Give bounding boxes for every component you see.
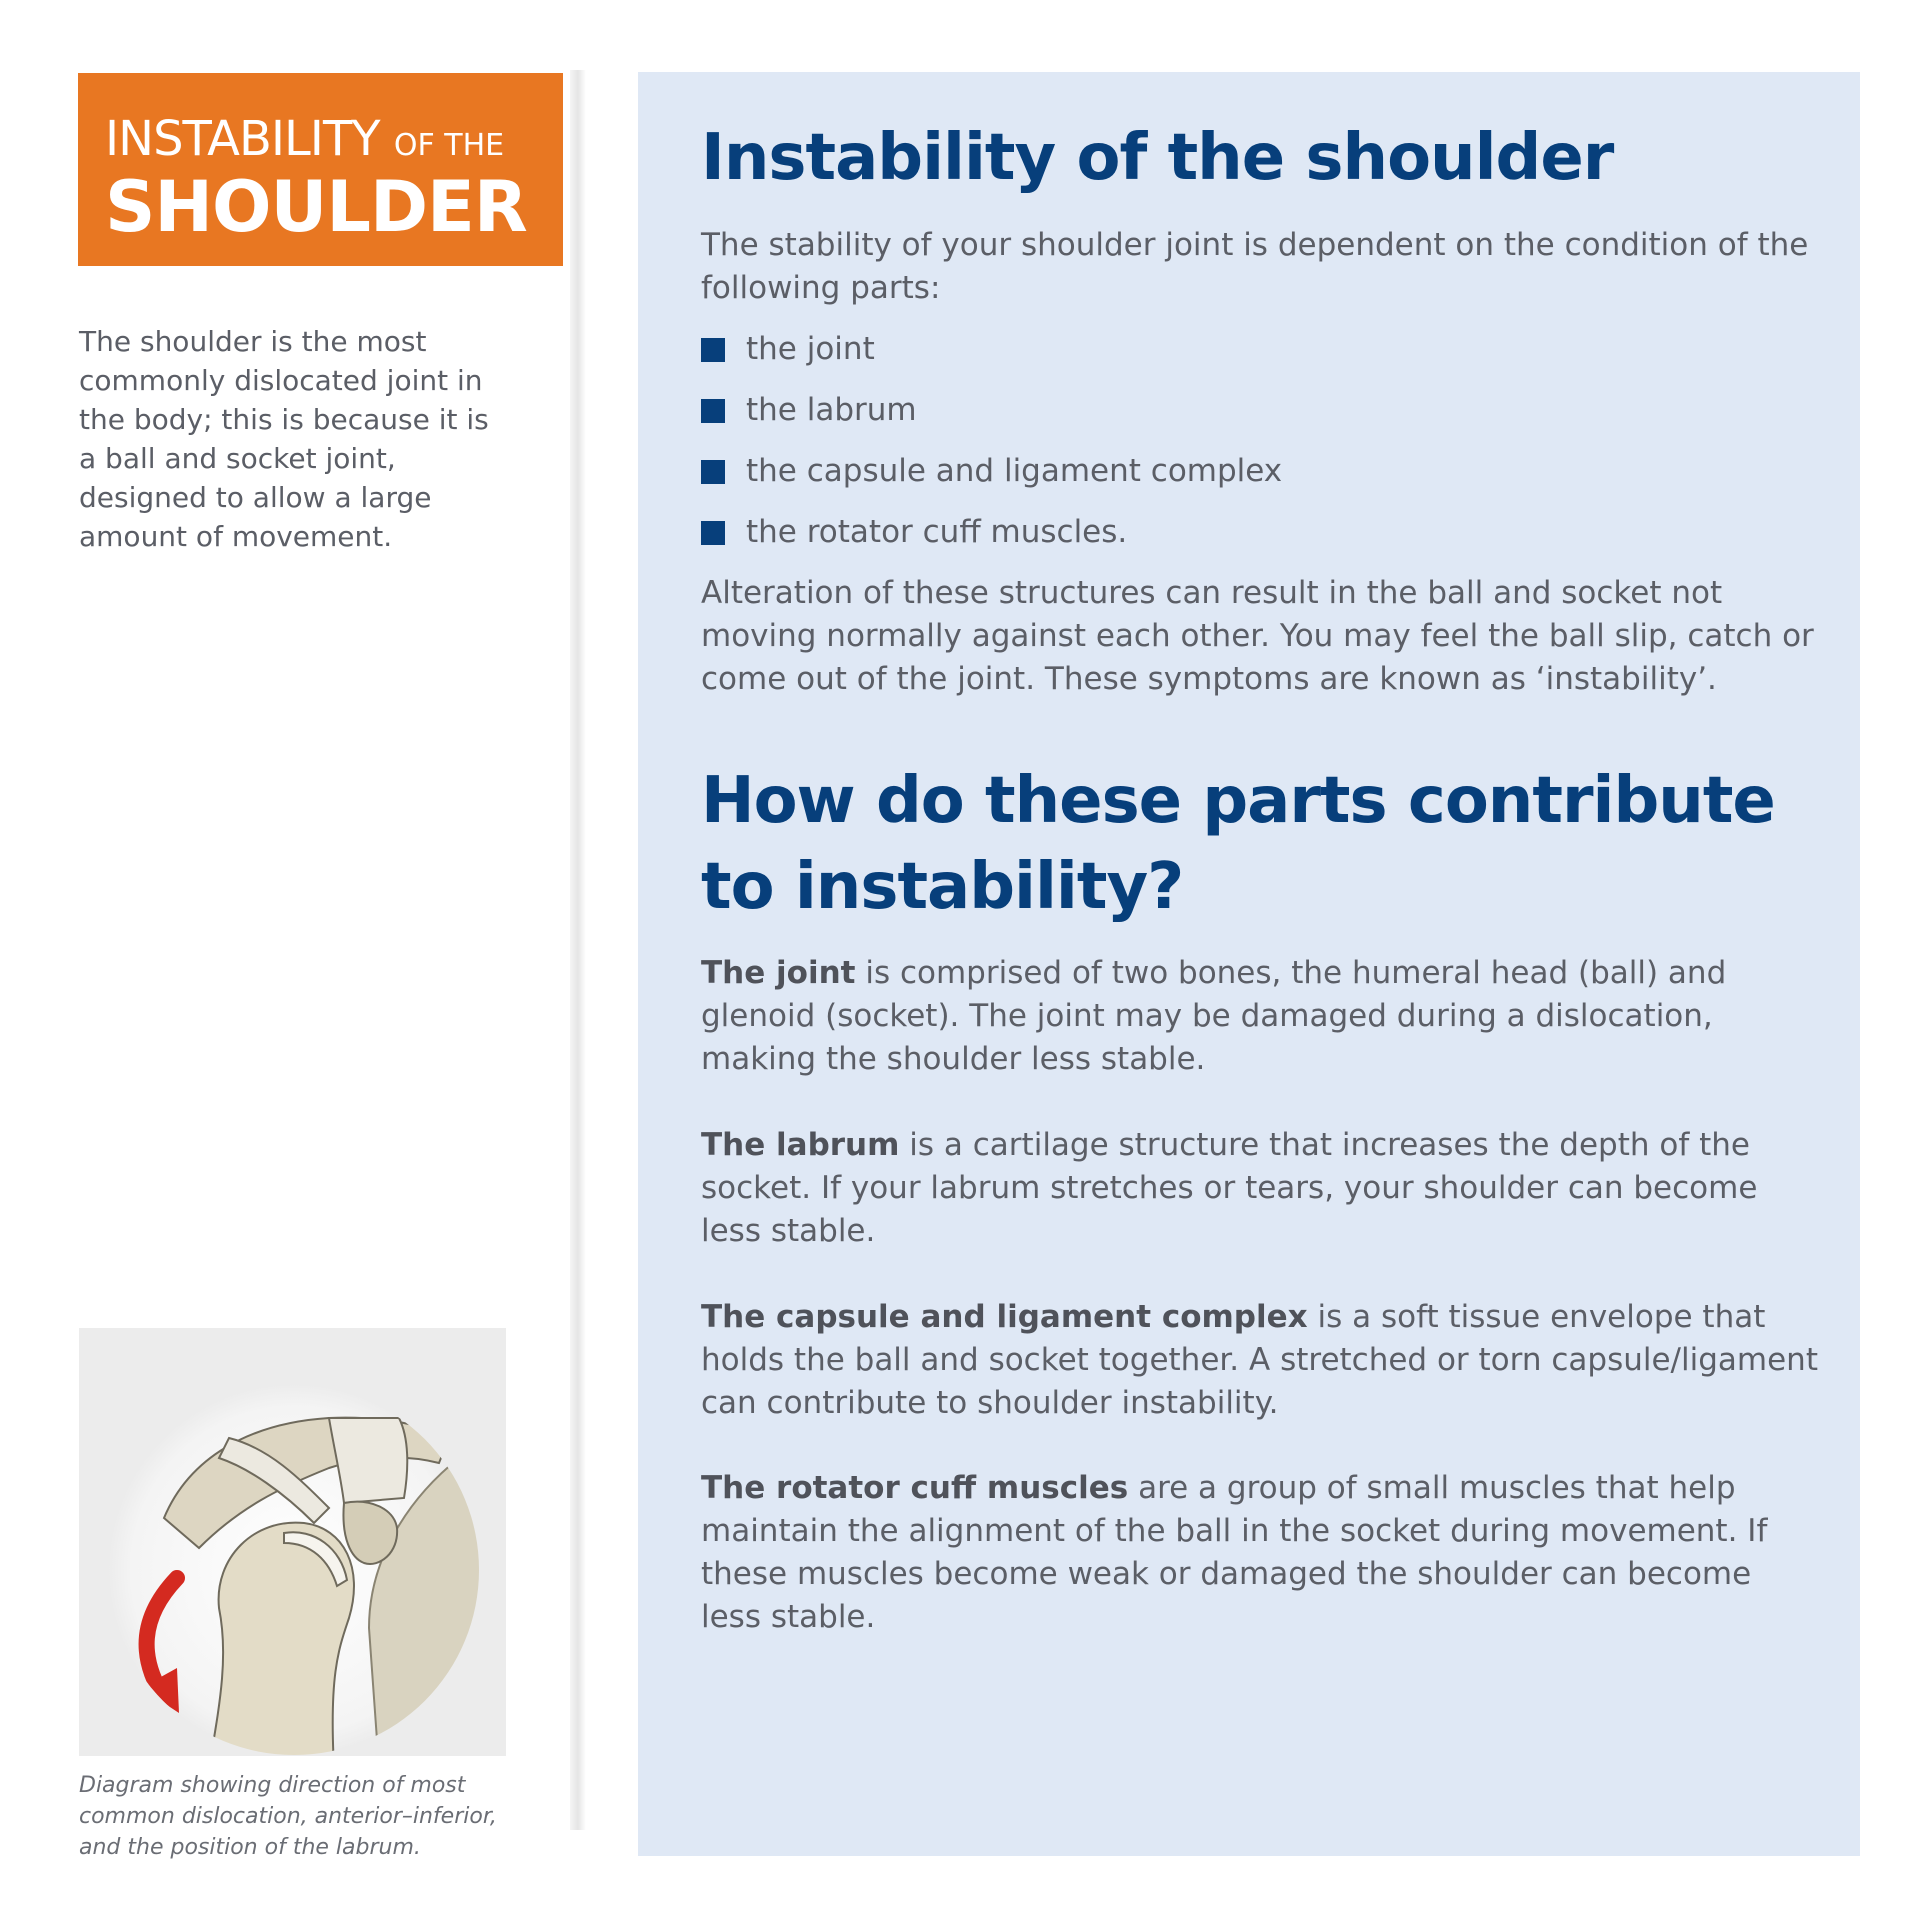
capsule-paragraph — [701, 1296, 1836, 1425]
list-item — [701, 511, 1801, 572]
rotator-cuff-description: are a group of small muscles that help maintain the alignment of the ball in the socket during movement. If these muscles become weak or damaged the shoulder can become less stable. — [701, 1470, 1768, 1635]
list-item — [701, 450, 1801, 511]
shoulder-diagram — [79, 1328, 506, 1756]
list-item-text: the capsule and ligament complex — [746, 453, 1283, 489]
heading-instability: Instability of the shoulder — [701, 121, 1614, 195]
bullet-square-icon — [701, 521, 725, 545]
bullet-square-icon — [701, 399, 725, 423]
capsule-description: is a soft tissue envelope that holds the ball and socket together. A stretched or torn capsule/ligament can contribute to shoulder instability. — [701, 1299, 1818, 1421]
term-rotator-cuff: The rotator cuff muscles — [701, 1470, 1129, 1506]
sidebar-intro: The shoulder is the most commonly dislocated joint in the body; this is because it is a ball and socket joint, designed to allow a large amount of movement. — [79, 325, 489, 553]
term-capsule: The capsule and ligament complex — [701, 1299, 1308, 1335]
list-item — [701, 328, 1801, 389]
bullet-square-icon — [701, 460, 725, 484]
bullet-square-icon — [701, 338, 725, 362]
title-shoulder: SHOULDER — [105, 166, 527, 248]
term-labrum: The labrum — [701, 1127, 900, 1163]
heading-contribute: How do these parts contribute to instability? — [701, 764, 1775, 924]
parts-list — [701, 328, 1801, 572]
labrum-paragraph — [701, 1124, 1821, 1253]
title-instability: INSTABILITY — [105, 111, 380, 167]
joint-description: is comprised of two bones, the humeral head (ball) and glenoid (socket). The joint may be damaged during a dislocation, making the shoulder less stable. — [701, 955, 1727, 1077]
joint-paragraph — [701, 952, 1821, 1081]
list-item — [701, 389, 1801, 450]
term-joint: The joint — [701, 955, 856, 991]
alteration-paragraph: Alteration of these structures can result in the ball and socket not moving normally against each other. You may feel the ball slip, catch or come out of the joint. These symptoms are known as ‘instability’. — [701, 575, 1814, 697]
list-item-text: the labrum — [746, 392, 917, 428]
labrum-description: is a cartilage structure that increases the depth of the socket. If your labrum stretches or tears, your shoulder can become less stable. — [701, 1127, 1758, 1249]
title-of-the: OF THE — [393, 128, 505, 163]
diagram-caption: Diagram showing direction of most common dislocation, anterior–inferior, and the position of the labrum. — [79, 1773, 497, 1860]
column-shadow — [570, 70, 586, 1830]
rotator-cuff-paragraph — [701, 1467, 1821, 1639]
shoulder-illustration — [79, 1328, 506, 1756]
title-line-1 — [105, 111, 563, 170]
list-item-text: the joint — [746, 331, 875, 367]
intro-paragraph: The stability of your shoulder joint is dependent on the condition of the following parts: — [701, 227, 1809, 306]
list-item-text: the rotator cuff muscles. — [746, 514, 1128, 550]
title-banner — [78, 73, 563, 266]
